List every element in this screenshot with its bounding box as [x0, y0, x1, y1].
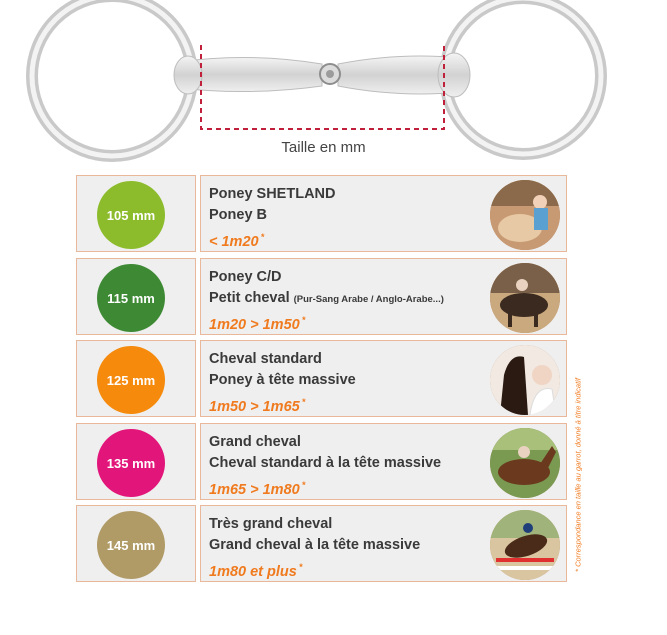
description-cell: [200, 175, 567, 252]
horse-type-line-2-text: Petit cheval: [209, 290, 290, 306]
withers-height-text: < 1m20: [209, 233, 259, 250]
footnote: [564, 365, 592, 585]
asterisk: *: [298, 562, 303, 572]
mouthpiece-icon: [174, 53, 470, 97]
small-horse-photo: [490, 263, 560, 333]
description-cell: [200, 505, 567, 582]
horse-type-line-2: [209, 453, 480, 475]
horse-type-line-2: [209, 535, 480, 557]
horse-size-row: [76, 505, 567, 582]
size-caption: Taille en mm: [281, 139, 366, 156]
pony-rider-photo: [490, 180, 560, 250]
size-badge: 145 mm: [97, 511, 165, 579]
description-text: [209, 184, 480, 253]
left-ring-icon: [32, 0, 192, 156]
horse-size-row: [76, 423, 567, 500]
size-cell: [76, 258, 196, 335]
withers-height-range: [209, 310, 480, 336]
withers-height-text: 1m65 > 1m80: [209, 481, 300, 498]
horse-type-line-1: Poney C/D: [209, 269, 282, 285]
asterisk: *: [301, 397, 306, 407]
withers-height-range: [209, 557, 480, 583]
withers-height-range: [209, 392, 480, 418]
footnote-text: * Correspondance en taille au garrot, donné à titre indicatif: [573, 378, 583, 572]
description-cell: [200, 423, 567, 500]
description-text: [209, 267, 480, 336]
asterisk: *: [301, 480, 306, 490]
size-cell: [76, 423, 196, 500]
size-cell: [76, 505, 196, 582]
size-cell: [76, 175, 196, 252]
withers-height-text: 1m20 > 1m50: [209, 316, 300, 333]
horse-type-note: (Pur-Sang Arabe / Anglo-Arabe...): [293, 294, 444, 305]
horse-type-line-2: [209, 370, 480, 392]
asterisk: *: [260, 232, 265, 242]
horse-type-line-2: [209, 205, 480, 227]
horse-type-line-1: Grand cheval: [209, 434, 301, 450]
size-badge: 135 mm: [97, 429, 165, 497]
horse-type-line-2: [209, 288, 480, 310]
withers-height-text: 1m50 > 1m65: [209, 398, 300, 415]
asterisk: *: [301, 315, 306, 325]
horse-type-line-2-text: Poney B: [209, 207, 268, 223]
description-text: [209, 349, 480, 418]
horse-type-line-2-text: Cheval standard à la tête massive: [209, 455, 442, 471]
horse-size-row: [76, 175, 567, 252]
description-cell: [200, 340, 567, 417]
horse-size-row: [76, 258, 567, 335]
description-cell: [200, 258, 567, 335]
withers-height-range: [209, 475, 480, 501]
horse-size-row: [76, 340, 567, 417]
horse-woman-photo: [490, 345, 560, 415]
size-badge: 115 mm: [97, 264, 165, 332]
horse-type-line-1: Poney SHETLAND: [209, 186, 336, 202]
size-badge: 105 mm: [97, 181, 165, 249]
large-horse-photo: [490, 428, 560, 498]
withers-height-range: [209, 227, 480, 253]
size-cell: [76, 340, 196, 417]
description-text: [209, 432, 480, 501]
description-text: [209, 514, 480, 583]
withers-height-text: 1m80 et plus: [209, 563, 297, 580]
jumping-horse-photo: [490, 510, 560, 580]
horse-type-line-2-text: Poney à tête massive: [209, 372, 356, 388]
size-badge: 125 mm: [97, 346, 165, 414]
horse-type-line-1: Très grand cheval: [209, 516, 333, 532]
horse-type-line-2-text: Grand cheval à la tête massive: [209, 537, 421, 553]
horse-type-line-1: Cheval standard: [209, 351, 322, 367]
